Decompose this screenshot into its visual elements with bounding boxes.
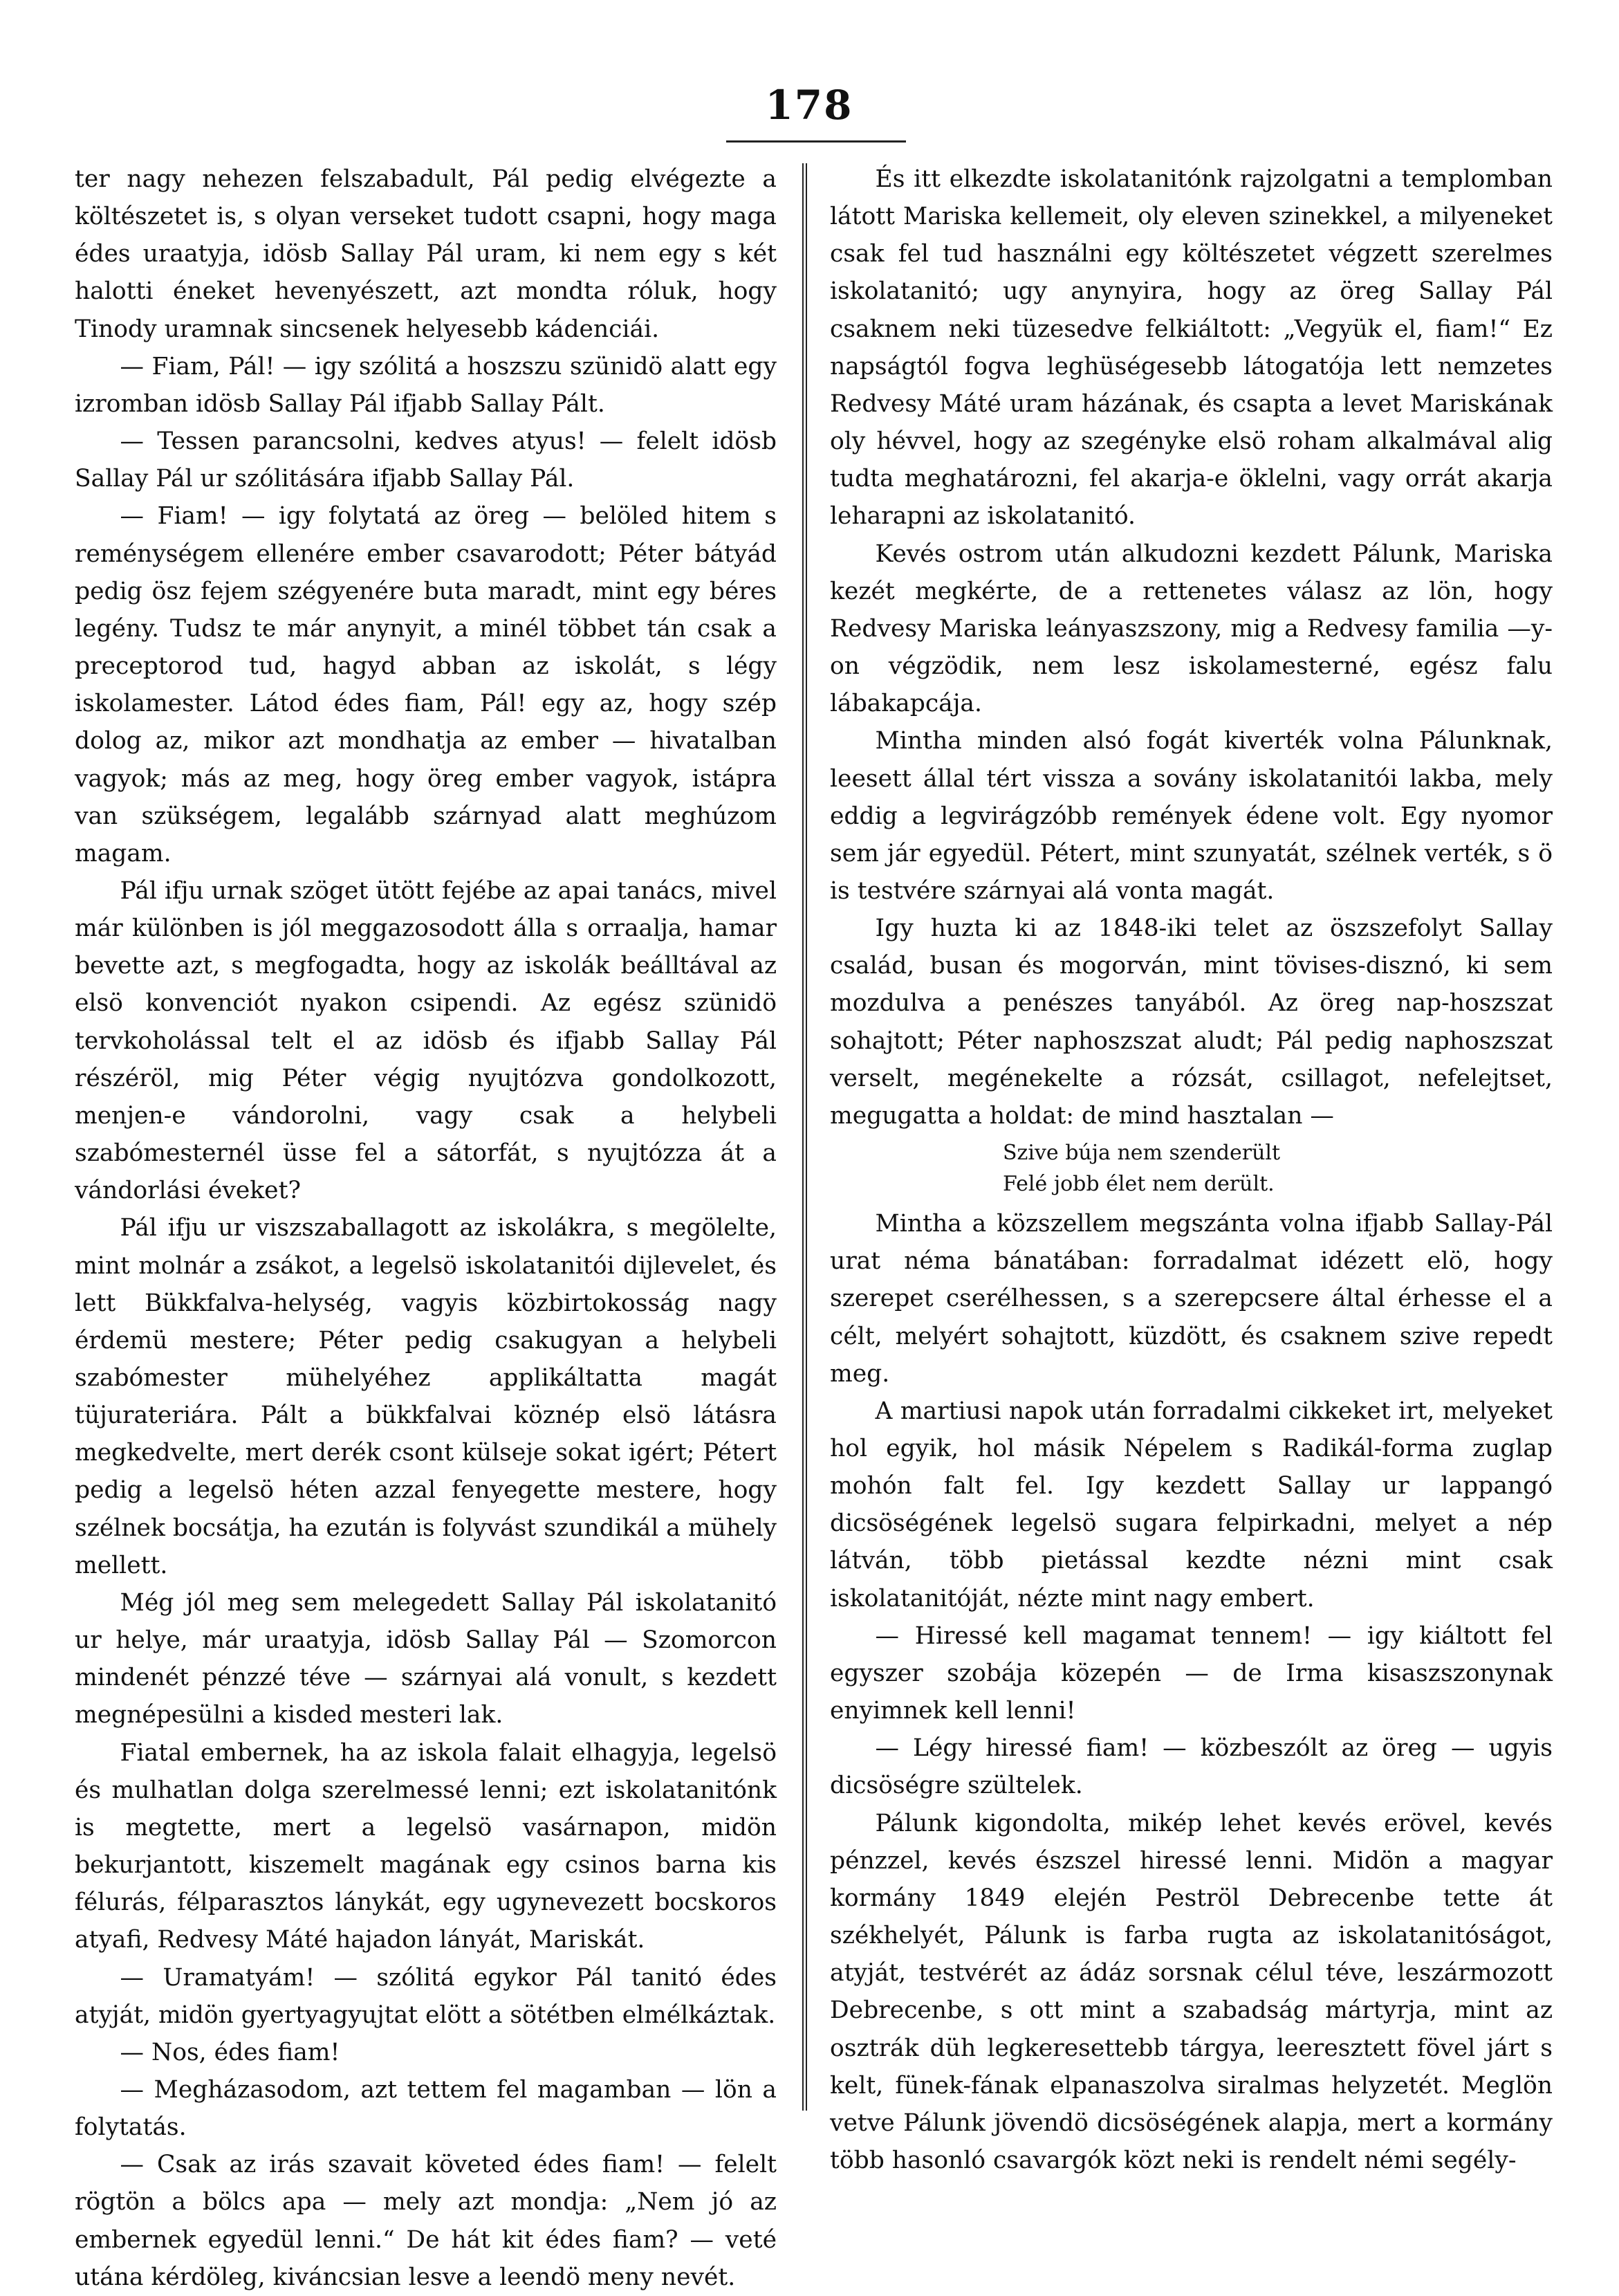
paragraph: — Légy hiressé fiam! — közbeszólt az öreg — ugyis dicsöségre szültelek. <box>830 1734 1553 1800</box>
paragraph: Igy huzta ki az 1848-iki telet az öszszefolyt Sallay család, busan és mogorván, mint tövises-disznó, ki sem mozdulva a penészes tanyából. Az öreg nap-hoszszat sohajtott; Péter naphoszszat aludt; Pál pedig naphoszszat verselt, megénekelte a rózsát, csillagot, nefelejtset, megugatta a holdat: de mind hasztalan — <box>830 915 1553 1130</box>
paragraph: Pálunk kigondolta, mikép lehet kevés erövel, kevés pénzzel, kevés észszel hiressé lenni. Midön a magyar kormány 1849 elején Peströl Debrecenbe tette át székhelyét, Pálunk is farba rugta az iskolatanitóságot, atyját, testvérét az ádáz sorsnak célul téve, leszármozott Debrecenbe, s ott mint a szabadság mártyrja, mint az osztrák düh legkeresettebb tárgya, leeresztett fövel járt s kelt, fünek-fának elpanaszolva siralmas helyzetét. Meglön vetve Pálunk jövendö dicsöségének alapja, mert a kormány több hasonló csavargók közt neki is rendelt némi segély- <box>830 1809 1553 2174</box>
verse-line: Felé jobb élet nem derült. <box>1003 1172 1275 1197</box>
paragraph: Pál ifju urnak szöget ütött fejébe az apai tanács, mivel már különben is jól meggazosodott álla s orraalja, hamar bevette azt, s megfogadta, hogy az iskolák beálltával az elsö konvenciót nyakon csipendi. Az egész szünidö tervkoholással telt el az idösb és ifjabb Sallay Pál részéröl, mig Péter végig nyujtózva gondolkozott, menjen-e vándorolni, vagy csak a helybeli szabómesternél üsse fel a sátorfát, s nyujtózza át a vándorlási éveket? <box>75 876 777 1205</box>
paragraph: Mintha a közszellem megszánta volna ifjabb Sallay-Pál urat néma bánatában: forradalmat idézett elö, hogy szerepet cserélhessen, s a szerepcsere által érhesse el a célt, melyért sohajtott, küzdött, és csaknem szive repedt meg. <box>830 1210 1553 1388</box>
paragraph: — Fiam! — igy folytatá az öreg — belöled hitem s reménységem ellenére ember csavarodott; Péter bátyád pedig ösz fejem szégyenére buta maradt, mint egy béres legény. Tudsz te már anynyit, a minél többet tán csak a preceptorod tud, hagyd abban az iskolát, s légy iskolamester. Látod édes fiam, Pál! egy az, hogy szép dolog az, mikor azt mondhatja az ember — hivatalban vagyok; más az meg, hogy öreg ember vagyok, istápra van szükségem, legalább szárnyad alatt meghúzom magam. <box>75 502 777 867</box>
paragraph: — Megházasodom, azt tettem fel magamban — lön a folytatás. <box>75 2075 777 2142</box>
paragraph: A martiusi napok után forradalmi cikkeket irt, melyeket hol egyik, hol másik Népelem s Radikál-forma zuglap mohón falt fel. Igy kezdett Sallay ur lappangó dicsöségének legelsö sugara felpirkadni, melyet a nép látván, több pietással kezdte nézni mint csak iskolatanitóját, nézte mint nagy embert. <box>830 1397 1553 1613</box>
paragraph: ter nagy nehezen felszabadult, Pál pedig elvégezte a költészetet is, s olyan verseket tudott csapni, hogy maga édes uraatyja, idösb Sallay Pál uram, ki nem egy s két halotti éneket hevenyészett, azt mondta róluk, hogy Tinody uramnak sincsenek helyesebb kádenciái. <box>75 165 777 343</box>
column-divider <box>802 163 807 2111</box>
paragraph: — Hiressé kell magamat tennem! — igy kiáltott fel egyszer szobája közepén — de Irma kisaszszonynak enyimnek kell lenni! <box>830 1622 1553 1725</box>
paragraph: És itt elkezdte iskolatanitónk rajzolgatni a templomban látott Mariska kellemeit, oly eleven szinekkel, a milyeneket csak fel tud használni egy költészetet végzett szerelmes iskolatanitó; ugy anynyira, hogy az öreg Sallay Pál csaknem neki tüzesedve felkiáltott: „Vegyük el, fiam!“ Ez napságtól fogva leghüségesebb látogatója lett nemzetes Redvesy Máté uram házának, és csapta a levet Mariskának oly hévvel, hogy az szegényke elsö roham alkalmával alig tudta meghatározni, fel akarja-e öklelni, vagy orrát akarja leharapni az iskolatanitó. <box>830 165 1553 531</box>
paragraph: — Uramatyám! — szólitá egykor Pál tanitó édes atyját, midön gyertyagyujtat elött a sötétben elmélkáztak. <box>75 1963 777 2029</box>
paragraph: — Tessen parancsolni, kedves atyus! — felelt idösb Sallay Pál ur szólitására ifjabb Sallay Pál. <box>75 428 777 493</box>
paragraph: Még jól meg sem melegedett Sallay Pál iskolatanitó ur helye, már uraatyja, idösb Sallay Pál — Szomorcon mindenét pénzzé téve — szárnyai alá vonult, s kezdett megnépesülni a kisded mesteri lak. <box>75 1588 777 1729</box>
paragraph: Fiatal embernek, ha az iskola falait elhagyja, legelsö és mulhatlan dolga szerelmessé lenni; ezt iskolatanitónk is megtette, mert a legelsö vasárnapon, midön bekurjantott, kiszemelt magának egy csinos barna kis félurás, félparasztos lánykát, egy ugynevezett bocskoros atyafi, Redvesy Máté hajadon lányát, Mariskát. <box>75 1738 777 1954</box>
page-number: 178 <box>765 82 853 129</box>
verse-block <box>830 1137 1553 1200</box>
page-number-rule <box>726 140 906 143</box>
paragraph: — Csak az irás szavait követed édes fiam! — felelt rögtön a bölcs apa — mely azt mondja: „Nem jó az embernek egyedül lenni.“ De hát kit édes fiam? — veté utána kérdöleg, kiváncsian lesve a leendö meny nevét. <box>75 2151 777 2291</box>
paragraph: Mintha minden alsó fogát kiverték volna Pálunknak, leesett állal tért vissza a sovány iskolatanitói lakba, mely eddig a legvirágzóbb remények édene volt. Egy nyomor sem jár egyedül. Pétert, mint szunyatát, szélnek verték, s ö is testvére szárnyai alá vonta magát. <box>830 727 1553 905</box>
right-column <box>830 160 1553 2179</box>
paragraph: — Nos, édes fiam! <box>120 2038 340 2066</box>
verse-line: Szive búja nem szenderült <box>1003 1141 1281 1166</box>
left-column <box>75 160 777 2296</box>
paragraph: — Fiam, Pál! — igy szólitá a hoszszu szünidö alatt egy izromban idösb Sallay Pál ifjabb Sallay Pált. <box>75 352 777 418</box>
paragraph: Kevés ostrom után alkudozni kezdett Pálunk, Mariska kezét megkérte, de a rettenetes válasz az lön, hogy Redvesy Mariska leányaszszony, mig a Redvesy familia —y-on végzödik, nem lesz iskolamesterné, egész falu lábakapcája. <box>830 540 1553 718</box>
paragraph: Pál ifju ur viszszaballagott az iskolákra, s megölelte, mint molnár a zsákot, a legelsö iskolatanitói dijlevelet, és lett Bükkfalva-helység, vagyis közbirtokosság nagy érdemü mestere; Péter pedig csakugyan a helybeli szabómester mühelyéhez applikáltatta magát tüjurateriára. Pált a bükkfalvai köznép elsö látásra megkedvelte, mert derék csont külseje sokat igért; Pétert pedig a legelsö héten azzal fenyegette mestere, hogy szélnek bocsátja, ha ezután is folyvást szundikál a mühely mellett. <box>75 1214 777 1579</box>
